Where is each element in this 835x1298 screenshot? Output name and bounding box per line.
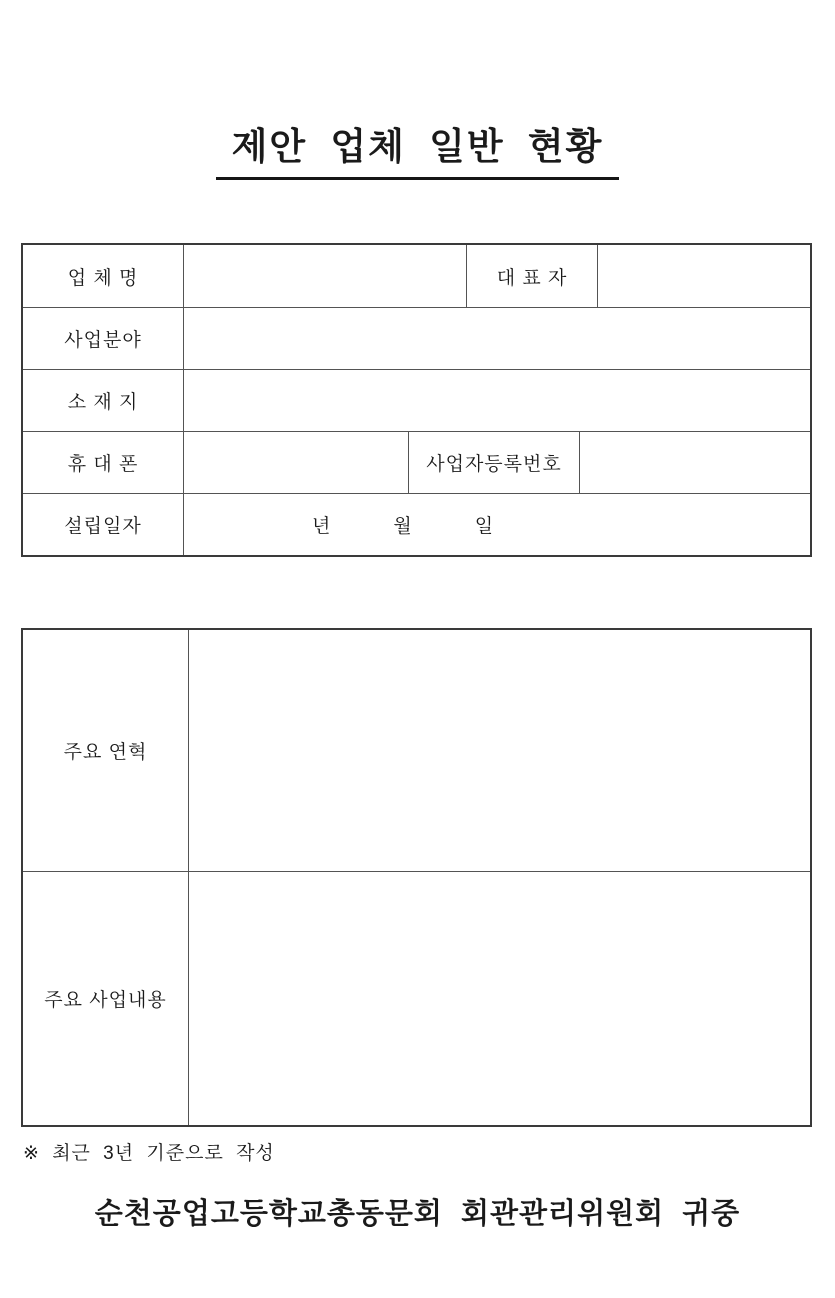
day-label: 일 [474,516,495,537]
table-row [23,245,810,307]
table-row [23,493,810,555]
location-label: 소 재 지 [67,392,139,413]
recipient-line: 순천공업고등학교총동문회 회관관리위원회 귀중 [94,1198,741,1230]
detail-table [21,628,812,1127]
table-row [23,307,810,369]
representative-value-cell [597,245,810,307]
mobile-label: 휴 대 폰 [67,454,139,475]
year-label: 년 [312,516,332,537]
business-content-label: 주요 사업내용 [44,990,167,1011]
business-reg-no-value-cell [579,432,810,493]
company-name-value-cell [183,245,466,307]
history-label: 주요 연혁 [63,742,148,763]
month-label: 월 [393,516,413,537]
table-row [23,369,810,431]
company-name-label: 업 체 명 [67,267,139,289]
page-title: 제안 업체 일반 현황 [216,116,620,180]
location-value-cell [183,370,810,431]
business-field-value-cell [183,308,810,369]
mobile-value-cell [183,432,408,493]
table-row [23,630,810,871]
business-reg-no-label: 사업자등록번호 [408,432,579,493]
table-row [23,431,810,493]
founding-date-label: 설립일자 [64,516,142,537]
history-value-cell [188,630,810,871]
company-info-table [21,243,812,557]
founding-date-value-cell [183,494,810,555]
title-wrap [0,116,835,180]
business-field-label: 사업분야 [64,330,142,351]
representative-label: 대 표 자 [466,245,597,307]
footnote: ※ 최근 3년 기준으로 작성 [23,1143,275,1164]
table-row [23,871,810,1125]
business-content-value-cell [188,872,810,1125]
